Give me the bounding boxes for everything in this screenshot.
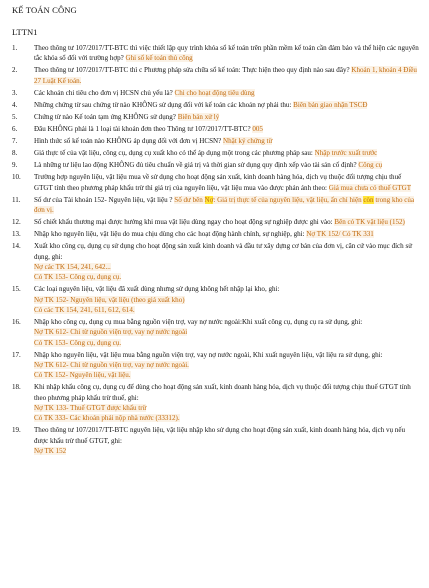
question-number: 14. xyxy=(12,242,21,251)
question-text: Đâu KHÔNG phải là 1 loại tài khoản đơn theo Thông tư 107/2017/TT-BTC? xyxy=(34,125,251,134)
question-number: 15. xyxy=(12,285,21,294)
question-text: Nhập kho nguyên liệu, vật liệu mua bằng nguồn viện trợ, vay nợ nước ngoài, Khi xuất nguyên liệu, vật liệu ra sử dụng, ghi: xyxy=(34,350,383,359)
list-item xyxy=(10,217,419,227)
answer-line: Có TK 152- Nguyên liệu, vật liệu. xyxy=(34,371,131,380)
question-text: Xuất kho công cụ, dụng cụ sử dụng cho hoạt động sản xuất kinh doanh và đầu tư xây dựng cơ bản của đơn vị, căn cứ vào mục đích sử dụng, ghi: xyxy=(34,242,413,261)
answer-text: 005 xyxy=(252,125,263,134)
question-text: Theo thông tư 107/2017/TT-BTC thì việc thiết lập quy trình khóa sổ kế toán trên phần mềm kế toán cần đảm bảo và thể hiện các nguyên tắc khóa sổ đối với trường hợp? xyxy=(34,44,419,63)
answer-text: Nợ TK 152/ Có TK 331 xyxy=(306,230,374,239)
highlighted-word: còn xyxy=(363,195,374,204)
question-number: 3. xyxy=(12,88,18,97)
question-number: 17. xyxy=(12,350,21,359)
list-item xyxy=(10,148,419,158)
question-text: Nhập kho nguyên liệu, vật liệu do mua chịu dùng cho các hoạt động hành chính, sự nghiệp, ghi: xyxy=(34,230,305,239)
question-number: 2. xyxy=(12,66,18,75)
list-item xyxy=(10,136,419,146)
question-text: Là những tư liệu lao động KHÔNG đủ tiêu chuẩn về giá trị và thời gian sử dụng quy định xếp vào tài sản cố định? xyxy=(34,161,357,170)
question-text: Nhập kho công cụ, dụng cụ mua bằng nguồn viện trợ, vay nợ nước ngoài:Khi xuất công cụ, dụng cụ ra sử dụng, ghi: xyxy=(34,318,363,327)
question-text: Chứng từ nào Kế toán tạm ứng KHÔNG sử dụng? xyxy=(34,112,176,121)
question-text: Theo thông tư 107/2017/TT-BTC thì c Phương pháp sửa chữa sổ kế toán: Thực hiện theo quy định nào sau đây? xyxy=(34,66,350,75)
answer-text: Biên bản xử lý xyxy=(177,112,220,121)
answer-text: Khoản 1, khoản 4 Điều 27 Luật Kế toán. xyxy=(34,66,417,85)
question-number: 11. xyxy=(12,195,21,204)
answer-line: Nợ TK 612- Chi từ nguồn viện trợ, vay nợ nước ngoài xyxy=(34,328,188,337)
question-number: 8. xyxy=(12,149,18,158)
question-text: Số dư của Tài khoản 152- Nguyên liệu, vật liệu ? xyxy=(34,195,173,204)
question-number: 19. xyxy=(12,426,21,435)
list-item xyxy=(10,317,419,348)
answer-part: trong kho của đơn vị. xyxy=(34,195,415,215)
answer-line: Có TK 153- Công cụ, dụng cụ. xyxy=(34,273,122,282)
answer-text: Bên có TK vật liệu (152) xyxy=(334,218,405,227)
answer-text: Công cụ xyxy=(358,161,383,170)
list-item xyxy=(10,112,419,122)
list-item xyxy=(10,241,419,282)
list-item xyxy=(10,284,419,315)
question-list xyxy=(10,43,419,456)
question-number: 16. xyxy=(12,318,21,327)
answer-part: Số dư bên xyxy=(174,195,203,204)
answer-line: Có TK 153- Công cụ, dụng cụ. xyxy=(34,338,122,347)
answer-text: Biên bản giao nhận TSCĐ xyxy=(293,100,368,109)
question-text: Các loại nguyên liệu, vật liệu đã xuất dùng nhưng sử dụng không hết nhập lại kho, ghi: xyxy=(34,285,280,294)
answer-text: Giá mua chưa có thuế GTGT xyxy=(328,183,412,192)
question-number: 5. xyxy=(12,112,18,121)
question-text: Trường hợp nguyên liệu, vật liệu mua về sử dụng cho hoạt động sản xuất, kinh doanh hàng hóa, dịch vụ thuộc đối tượng chịu thuế GTGT tính theo phương pháp khấu trừ thì giá trị của nguyên liệu, vật liệu mua vào được phản ánh theo: xyxy=(34,173,402,192)
list-item xyxy=(10,350,419,381)
list-item xyxy=(10,160,419,170)
question-number: 12. xyxy=(12,218,21,227)
list-item xyxy=(10,43,419,64)
list-item xyxy=(10,195,419,216)
question-number: 6. xyxy=(12,125,18,134)
question-text: Hình thức sổ kế toán nào KHÔNG áp dụng đối với đơn vị HCSN? xyxy=(34,137,222,146)
question-text: Các khoản chi tiêu cho đơn vị HCSN chủ yếu là? xyxy=(34,88,173,97)
list-item xyxy=(10,88,419,98)
question-text: Giá thực tế của vật liệu, công cụ, dụng cụ xuất kho có thể áp dụng một trong các phương pháp sau: xyxy=(34,149,313,158)
question-text: Những chứng từ sau chứng từ nào KHÔNG sử dụng đối với kế toán các khoản nợ phải thu: xyxy=(34,100,292,109)
question-number: 9. xyxy=(12,161,18,170)
question-number: 13. xyxy=(12,230,21,239)
answer-line: Nợ TK 133- Thuế GTGT được khấu trừ xyxy=(34,404,147,413)
highlighted-word: Nợ xyxy=(204,195,214,204)
list-item xyxy=(10,425,419,456)
answer-line: Nợ TK 612- Chi từ nguồn viện trợ, vay nợ nước ngoài. xyxy=(34,361,189,370)
list-item xyxy=(10,124,419,134)
question-text: Khi nhập khẩu công cụ, dụng cụ để dùng cho hoạt động sản xuất, kinh doanh hàng hóa, dịch vụ thuộc đối tượng chịu thuế GTGT tính theo phương pháp khấu trừ thuế, ghi: xyxy=(34,383,411,402)
question-text: Số chiết khấu thương mại được hưởng khi mua vật liệu dùng ngay cho hoạt động sự nghiệp được ghi vào: xyxy=(34,218,333,227)
list-item xyxy=(10,172,419,193)
question-number: 7. xyxy=(12,137,18,146)
question-number: 4. xyxy=(12,100,18,109)
answer-text: Nhập trước xuất trước xyxy=(314,149,378,158)
answer-line: Có các TK 154, 241, 611, 612, 614. xyxy=(34,305,135,314)
list-item xyxy=(10,229,419,239)
document-title: KẾ TOÁN CÔNG xyxy=(12,5,77,15)
question-number: 10. xyxy=(12,173,21,182)
question-number: 1. xyxy=(12,44,18,52)
list-item xyxy=(10,100,419,110)
section-heading: LTTN1 xyxy=(12,27,38,37)
question-text: Theo thông tư 107/2017/TT-BTC nguyên liệu, vật liệu nhập kho sử dụng cho hoạt động sản xuất, kinh doanh hàng hóa, dịch vụ nếu được khấu trừ thuế GTGT, ghi: xyxy=(34,426,406,445)
list-item xyxy=(10,65,419,86)
answer-part: : Giá trị thực tế của nguyên liệu, vật liệu, ấn chỉ hiện xyxy=(213,195,362,204)
answer-text: Nhật ký chứng từ xyxy=(223,137,273,146)
answer-line: Nợ TK 152- Nguyên liệu, vật liệu (theo giá xuất kho) xyxy=(34,295,185,304)
answer-line: Nợ TK 152 xyxy=(34,447,67,456)
answer-text: Ghi sổ kế toán thủ công xyxy=(125,54,193,63)
answer-line: Nợ các TK 154, 241, 642... xyxy=(34,263,111,271)
list-item xyxy=(10,382,419,423)
answer-text: Chi cho hoạt động tiêu dùng xyxy=(174,88,255,97)
answer-line: Có TK 333- Các khoản phải nộp nhà nước (33312). xyxy=(34,414,180,423)
question-number: 18. xyxy=(12,383,21,392)
